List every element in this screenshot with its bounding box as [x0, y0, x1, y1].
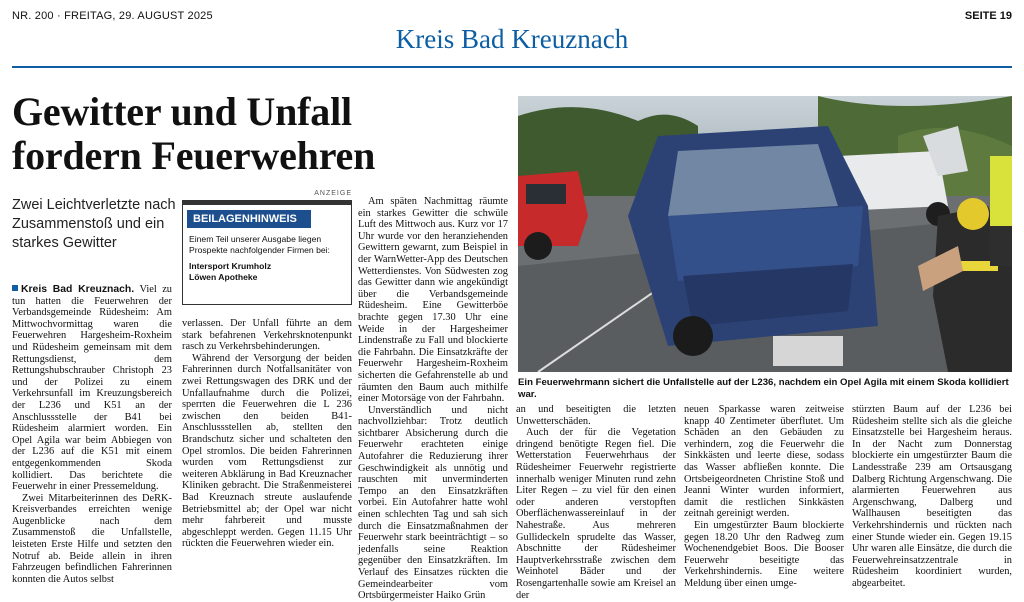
- header-rule: [12, 66, 1012, 68]
- ad-firm-1: Intersport Krumholz: [189, 261, 272, 271]
- ad-firm-2: Löwen Apotheke: [189, 271, 258, 282]
- paragraph: [12, 284, 172, 493]
- ad-label: ANZEIGE: [314, 190, 352, 197]
- article-photo: [518, 96, 1012, 372]
- section-title: Kreis Bad Kreuznach: [395, 24, 629, 54]
- paragraph: Am späten Nachmittag räumte ein starkes Gewitter die schwüle Luft des Mittwoch aus. Kurz vor 17 Uhr wurde vor den heranziehenden Gewittern gewarnt, zum Beispiel in der WarnWetter-App des Deutschen Wetterdienstes. Von Südwesten zog das Gewitter dann wie angekündigt über die Verbandsgemeinde Rüdesheim. Eine Gewitterböe brachte gegen 17.30 Uhr eine Weide in der Hargesheimer Lindenstraße zu Fall und blockierte die Fahrbahn. Die Einsatzkräfte der Feuerwehr Hargesheim-Roxheim sicherten die Gefahrenstelle ab und räumten den Baum auch mithilfe einer Motorsäge von der Fahrbahn.: [358, 196, 508, 405]
- article-subhead: Zwei Leichtverletzte nach Zusammenstoß und ein starkes Gewitter: [12, 197, 176, 251]
- headline-line-1: Gewitter und Unfall: [12, 89, 352, 134]
- dateline: Kreis Bad Kreuznach.: [21, 284, 135, 295]
- paragraph-text: Viel zu tun hatten die Feuerwehren der Verbandsgemeinde Rüdesheim: Am Mittwochvormittag waren die Feuerwehren Hargesheim-Roxheim und Rüdesheim gemeinsam mit dem Rettungsdienst, dem Rettungshubschrauber Christoph 23 und der Polizei zu einem Verkehrsunfall im Kreuzungsbereich der L236 und K51 an der Anschlussstelle der B41 bei Rüdesheim alarmiert worden. Ein Opel Agila war beim Abbiegen von der L236 auf die K51 mit einem entgegenkommenden Skoda kollidiert. Das berichtete die Feuerwehr in einer Pressemeldung.: [12, 284, 172, 493]
- article-column-2: [182, 318, 352, 550]
- ad-text: Einem Teil unserer Ausgabe liegen Prospekte nachfolgender Firmen bei:: [189, 234, 330, 255]
- page-header: [12, 0, 1012, 54]
- paragraph: Auch der für die Vegetation dringend benötigte Regen fiel. Die Wetterstation Feuerwehrhaus der Rüdesheimer Feuerwehr registrierte innerhalb weniger Minuten rund zehn Liter Regen – zu viel für den einen oder anderen verstopften Oberflächenwassereinlauf in der Nahestraße. Aus mehreren Gullideckeln sprudelte das Wasser, Abschnitte der Rüdesheimer Hauptverkehrsstraße zwischen dem Weinhotel Bäder und der Rosengartenhalle sowie am Kreisel an der: [516, 427, 676, 601]
- article-column-6: [852, 404, 1012, 590]
- ad-firms: [189, 261, 346, 282]
- paragraph: an und beseitigten die letzten Unwetterschäden.: [516, 404, 676, 427]
- paragraph: neuen Sparkasse waren zeitweise knapp 40 Zentimeter überflutet. Um Schäden an den Gebäuden zu verhindern, zog die Feuerwehr die Sinkkästen und leerte diese, sodass das Wasser abfließen konnte. Die Ortsbeigeordneten Christine Stoß und Jeanni Winter wurden informiert, damit die restlichen Sinkkästen zeitnah gereinigt werden.: [684, 404, 844, 520]
- paragraph: Während der Versorgung der beiden Fahrerinnen durch Notfallsanitäter von zwei Rettungswagen des DRK und der Unfallaufnahme durch die Polizei, sperrten die Feuerwehren die L 236 zwischen den beiden B41-Anschlussstellen ab, stellten den Brandschutz sicher und schalteten den Opel stromlos. Die beiden Fahrerinnen wurden vom Rettungsdienst zur weiteren Abklärung in Bad Kreuznacher Kliniken gebracht. Die Straßenmeisterei Bad Kreuznach streute auslaufende Betriebsmittel ab; der Opel war nicht mehr fahrbereit und musste abgeschleppt werden. Gegen 11.15 Uhr rückten die Feuerwehren wieder ein.: [182, 352, 352, 550]
- paragraph: Unverständlich und nicht nachvollziehbar: Trotz deutlich sichtbarer Absicherung durch die Feuerwehr erachteten einige Autofahrer die Reduzierung ihrer Geschwindigkeit als unnötig und rauschten mit unverminderten Tempo an den Einsatzkräften vorbei. Ein Autofahrer hatte wohl einen schlechten Tag und sah sich durch die Einsatzmaßnahmen der Feuerwehr stark beeinträchtigt – so jedenfalls seine Reaktion gegenüber den Einsatzkräften. Im Verlauf des Einsatzes rückten die Gemeindearbeiter vom Ortsbürgermeister Haiko Grün: [358, 404, 508, 602]
- article-headline: [12, 90, 512, 178]
- paragraph: Zwei Mitarbeiterinnen des DeRK-Kreisverbandes erreichten wenige Augenblicke nach dem Zusammenstoß die Unfallstelle, leisteten Erste Hilfe und setzten den Notruf ab. Beide allein in ihren Fahrzeugen befindlichen Fahrerinnen konnten die Autos selbst: [12, 492, 172, 585]
- article-column-4: [516, 404, 676, 601]
- supplement-notice-box: [182, 200, 352, 305]
- article-column-3: [358, 196, 508, 602]
- paragraph: verlassen. Der Unfall führte an dem stark befahrenen Verkehrsknotenpunkt rasch zu Verkehrsbehinderungen.: [182, 318, 352, 353]
- accident-scene-image: [518, 96, 1012, 372]
- article-column-5: [684, 404, 844, 590]
- photo-caption: Ein Feuerwehrmann sichert die Unfallstelle auf der L236, nachdem ein Opel Agila mit einem Skoda kollidiert war.: [518, 377, 1009, 400]
- bullet-square-icon: [12, 285, 18, 291]
- article-column-1: [12, 284, 172, 585]
- ad-title: BEILAGENHINWEIS: [187, 210, 311, 228]
- page-number: SEITE 19: [964, 10, 1012, 22]
- paragraph: stürzten Baum auf der L236 bei Rüdesheim stellte sich als die gleiche Einsatzstelle bei Hargesheim heraus. In der Nacht zum Donnerstag blockierte ein umgestürzter Baum die Landesstraße 239 am Ortsausgang Dalberg Richtung Argenschwang. Die alarmierten Feuerwehren aus Argenschwang, Dalberg und Wallhausen beseitigten das Verkehrshindernis und rückten nach einer Stunde wieder ein. Gegen 19.15 Uhr waren alle Einsätze, die durch die Feuerwehreinsatzzentrale in Rüdesheim koordiniert wurden, abgearbeitet.: [852, 404, 1012, 589]
- paragraph: Ein umgestürzter Baum blockierte gegen 18.20 Uhr den Radweg zum Wochenendgebiet Boos. Die Booser Feuerwehr beseitigte das Verkehrshindernis. Eine weitere Meldung über einen umge-: [684, 519, 844, 589]
- headline-line-2: fordern Feuerwehren: [12, 133, 376, 178]
- issue-info: NR. 200 · FREITAG, 29. AUGUST 2025: [12, 10, 213, 22]
